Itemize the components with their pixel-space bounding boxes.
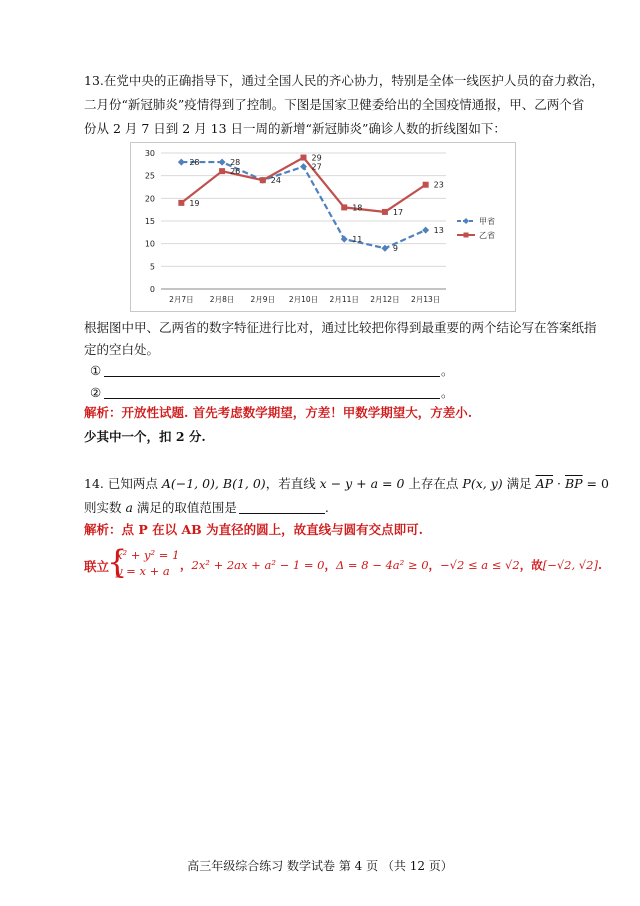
answer-blank-2[interactable] <box>104 398 440 399</box>
data-label: 18 <box>352 203 363 213</box>
y-tick-label: 0 <box>149 285 155 294</box>
q14-eq-zero: = 0 <box>582 476 609 491</box>
q14-points-ab: A(−1, 0), B(1, 0) <box>161 476 266 491</box>
system-brace-icon: { <box>107 543 128 581</box>
page-footer: 高三年级综合练习 数学试卷 第 4 页 （共 12 页） <box>187 859 453 873</box>
data-point <box>422 227 429 234</box>
q14-dot: · <box>553 476 565 491</box>
q14-sep-3: ， <box>428 558 441 572</box>
q14-text-e: 则实数 <box>84 500 126 515</box>
line-chart-svg <box>131 143 515 311</box>
q14-text-f: 满足的取值范围是 <box>132 500 237 515</box>
y-tick-label: 30 <box>144 149 155 158</box>
data-point <box>178 200 184 206</box>
data-label: 29 <box>311 153 322 163</box>
data-label: 28 <box>189 158 200 168</box>
data-label: 11 <box>352 235 363 245</box>
data-label: 27 <box>311 162 322 172</box>
x-tick-label: 2月8日 <box>209 295 235 304</box>
legend-marker <box>463 218 469 224</box>
q14-text-a: 14. 已知两点 <box>84 476 162 491</box>
line-chart <box>130 142 516 312</box>
data-label: 9 <box>392 244 399 254</box>
q13-solution: 解析：开放性试题. 首先考虑数学期望，方差！甲数学期望大，方差小. <box>84 405 473 420</box>
q14-point-p: P(x, y) <box>462 476 503 491</box>
q14-sep-4: ，故 <box>519 558 543 572</box>
x-tick-label: 2月9日 <box>250 295 276 304</box>
q14-vector-bp: $\overline{BP}$ <box>564 476 583 491</box>
data-point <box>301 155 307 161</box>
q14-line-equation: x − y + a = 0 <box>319 476 405 491</box>
data-point <box>341 204 347 210</box>
q14-system-eq-1: x² + y² = 1 <box>116 548 180 562</box>
data-point <box>260 177 266 183</box>
q14-solution: 解析：点 P 在以 AB 为直径的圆上，故直线与圆有交点即可. <box>84 522 423 537</box>
data-label: 17 <box>392 207 404 217</box>
q14-line-2 <box>84 500 329 516</box>
data-point <box>219 159 226 166</box>
data-point <box>219 168 225 174</box>
q14-quadratic: 2x² + 2ax + a² − 1 = 0 <box>191 558 325 572</box>
q14-text-c: 上存在点 <box>404 476 463 491</box>
legend-label: 乙省 <box>479 231 495 240</box>
q14-final-answer: [−√2, √2] <box>542 558 598 572</box>
legend-marker <box>464 233 469 238</box>
data-point <box>178 159 185 166</box>
data-point <box>423 182 429 188</box>
answer-blank-1[interactable] <box>104 376 440 377</box>
x-tick-label: 2月10日 <box>288 295 319 304</box>
q13-line-2: 二月份“新冠肺炎”疫情得到了控制。下图是国家卫健委给出的全国疫情通报，甲、乙两个省 <box>84 97 585 112</box>
data-label: 19 <box>189 198 200 208</box>
answer-marker-1: ① <box>90 363 102 378</box>
x-tick-label: 2月12日 <box>370 295 400 304</box>
q14-end: . <box>597 558 602 572</box>
q14-var-a: a <box>125 500 133 515</box>
q14-text-d: 满足 <box>502 476 536 491</box>
q13-scoring: 少其中一个，扣 2 分. <box>84 429 206 444</box>
q14-answer-blank[interactable] <box>239 501 325 514</box>
x-tick-label: 2月7日 <box>169 295 194 304</box>
q14-combine-label: 联立 <box>84 559 110 574</box>
q13-after-line-2: 定的空白处。 <box>84 342 160 357</box>
q14-vector-ap: $\overline{AP}$ <box>535 476 554 491</box>
data-point <box>381 245 388 252</box>
data-point <box>382 209 388 215</box>
answer-marker-2: ② <box>90 385 102 400</box>
y-tick-label: 5 <box>149 262 155 272</box>
y-tick-label: 15 <box>144 217 155 226</box>
q13-after-line-1: 根据图中甲、乙两省的数字特征进行比对，通过比较把你得到最重要的两个结论写在答案纸指 <box>84 320 597 335</box>
q14-sep-1: ， <box>180 558 192 572</box>
y-tick-label: 25 <box>144 171 155 181</box>
answer-end-1: 。 <box>441 363 454 378</box>
q14-system-eq-2: y = x + a <box>116 564 170 578</box>
q14-inequality: −√2 ≤ a ≤ √2 <box>440 558 520 572</box>
q14-derivation <box>180 557 602 573</box>
q13-line-3: 份从 2 月 7 日到 2 月 13 日一周的新增“新冠肺炎”确诊人数的折线图如下： <box>84 121 506 136</box>
q13-line-1: 13.在党中央的正确指导下，通过全国人民的齐心协力，特别是全体一线医护人员的奋力救治， <box>84 73 604 88</box>
data-label: 23 <box>433 180 444 190</box>
data-label: 13 <box>433 226 444 236</box>
y-tick-label: 10 <box>144 239 155 249</box>
x-tick-label: 2月11日 <box>329 295 359 304</box>
data-label: 26 <box>230 167 241 177</box>
answer-end-2: 。 <box>441 385 454 400</box>
q14-line-1 <box>84 476 609 492</box>
data-label: 28 <box>230 158 241 168</box>
y-tick-label: 20 <box>144 194 155 204</box>
q14-text-b: ，若直线 <box>265 476 320 491</box>
q14-sep-2: ， <box>324 558 336 572</box>
data-label: 24 <box>270 176 281 186</box>
x-tick-label: 2月13日 <box>410 295 441 304</box>
q14-discriminant: Δ = 8 − 4a² ≥ 0 <box>335 558 429 572</box>
q14-text-end: . <box>324 500 329 515</box>
legend-label: 甲省 <box>479 217 495 226</box>
